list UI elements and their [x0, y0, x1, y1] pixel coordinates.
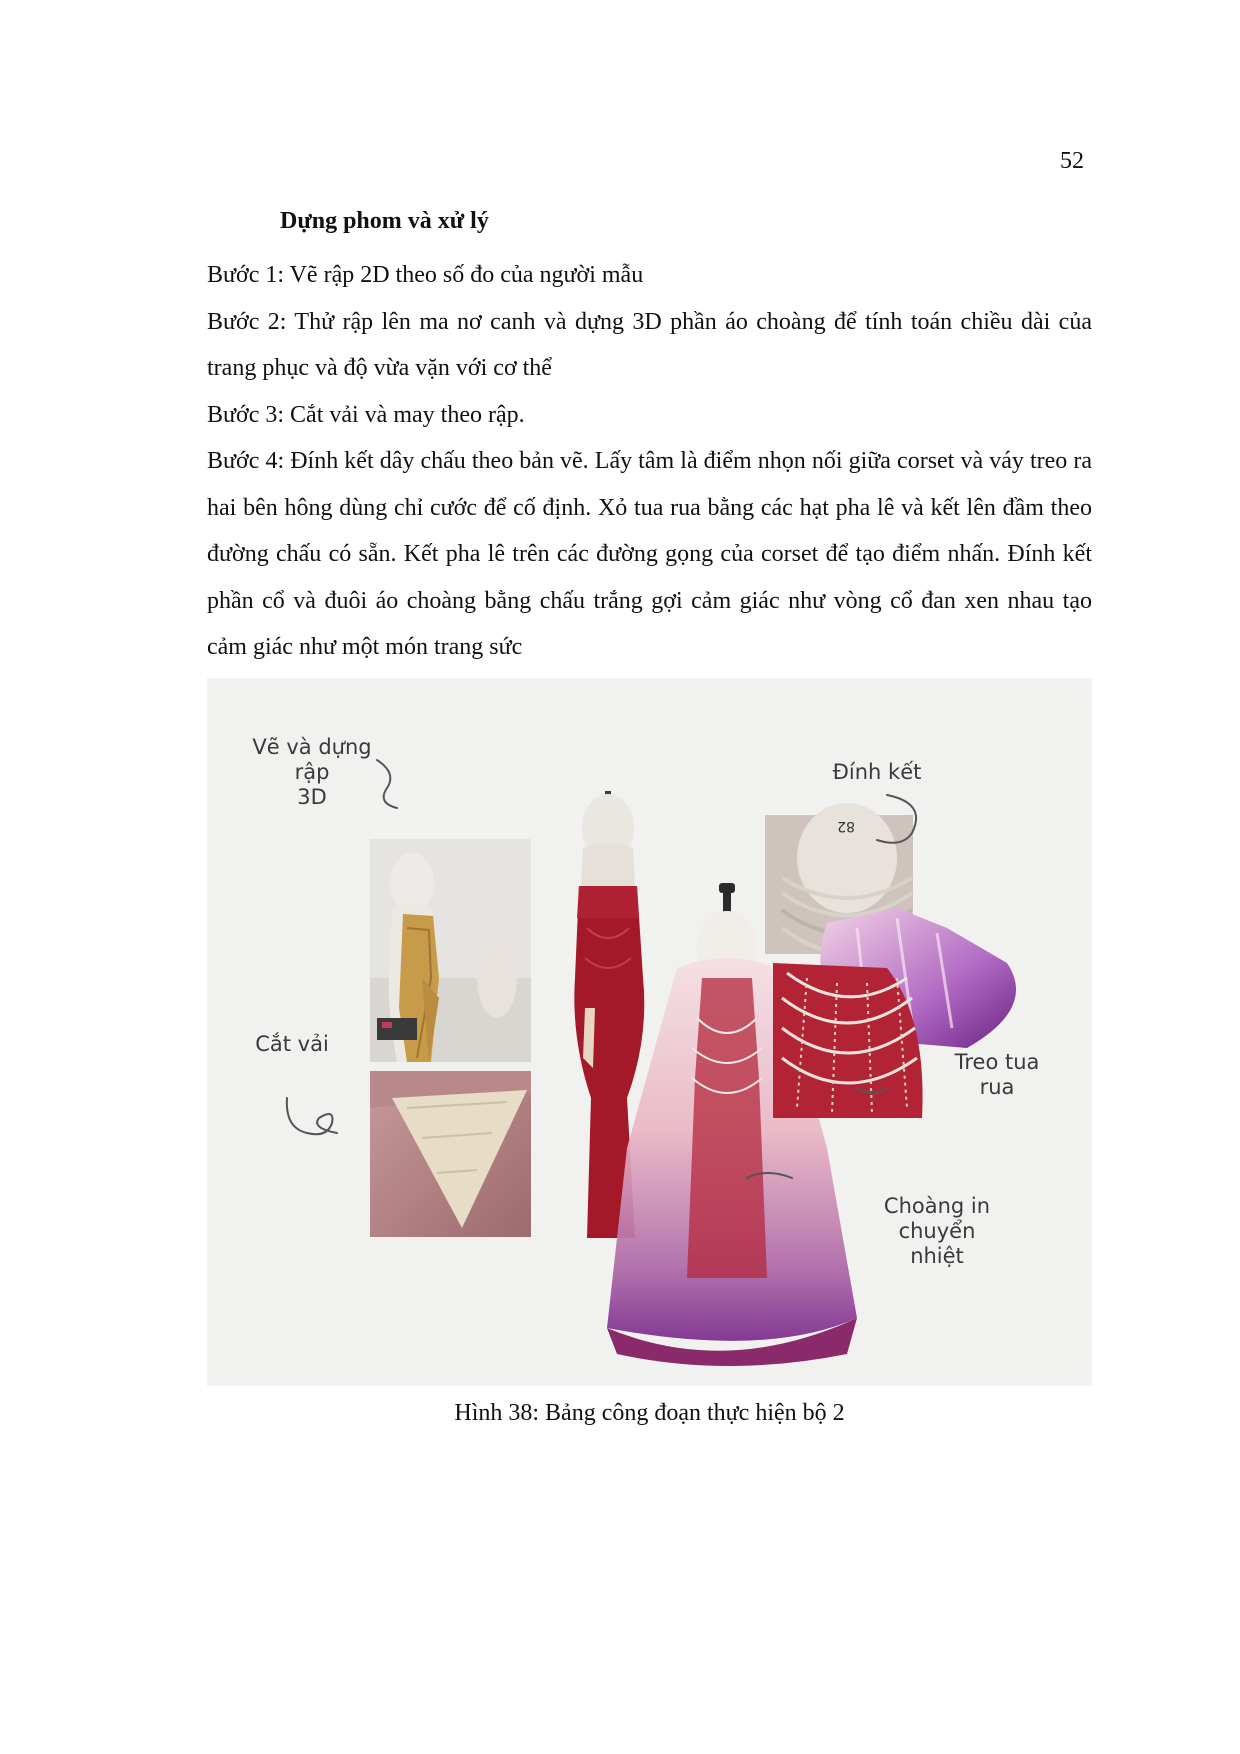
step-2: Bước 2: Thử rập lên ma nơ canh và dựng 3D phần áo choàng để tính toán chiều dài của trang phục và độ vừa vặn với cơ thể: [207, 308, 1092, 381]
annotation-tassels-line1: Treo tua: [954, 1050, 1040, 1074]
page-number: 52: [1060, 148, 1084, 174]
arrow-cutting: [287, 1098, 337, 1134]
annotation-cutting-text: Cắt vải: [255, 1032, 329, 1056]
steps-list: [207, 252, 1092, 671]
annotation-tassels: [947, 1050, 1047, 1100]
step-4: Bước 4: Đính kết dây chấu theo bản vẽ. Lấy tâm là điểm nhọn nối giữa corset và váy treo ra hai bên hông dùng chỉ cước để cố định. Xỏ tua rua bằng các hạt pha lê và kết lên đầm theo đường chấu có sẵn. Kết pha lê trên các đường gọng của corset để tạo điểm nhấn. Đính kết phần cổ và đuôi áo choàng bằng chấu trắng gợi cảm giác như vòng cổ đan xen nhau tạo cảm giác như một món trang sức: [207, 448, 1092, 660]
step-1: Bước 1: Vẽ rập 2D theo số đo của người mẫu: [207, 262, 644, 288]
annotation-cape-line1: Choàng in: [883, 1194, 991, 1218]
annotation-beading-text: Đính kết: [832, 760, 922, 784]
annotation-cutting: [247, 1032, 337, 1057]
mannequin-tag: 82: [837, 818, 855, 834]
annotation-draping-line2: 3D: [297, 785, 327, 809]
process-figure: [207, 678, 1092, 1386]
cape-gown-photo: [607, 883, 857, 1366]
annotation-draping-line1: Vẽ và dựng rập: [252, 735, 372, 784]
annotation-tassels-line2: rua: [979, 1075, 1015, 1099]
figure-caption: Hình 38: Bảng công đoạn thực hiện bộ 2: [454, 1400, 845, 1426]
annotation-beading: [822, 760, 932, 785]
annotation-cape-line2: chuyển: [898, 1219, 976, 1243]
step-3: Bước 3: Cắt vải và may theo rập.: [207, 401, 525, 428]
annotation-draping: [232, 735, 392, 810]
section-heading: Dựng phom và xử lý: [280, 208, 489, 234]
annotation-cape: [877, 1194, 997, 1269]
annotation-cape-line3: nhiệt: [910, 1244, 964, 1268]
draping-photo: [370, 839, 531, 1062]
cutting-photo: [370, 1071, 531, 1237]
